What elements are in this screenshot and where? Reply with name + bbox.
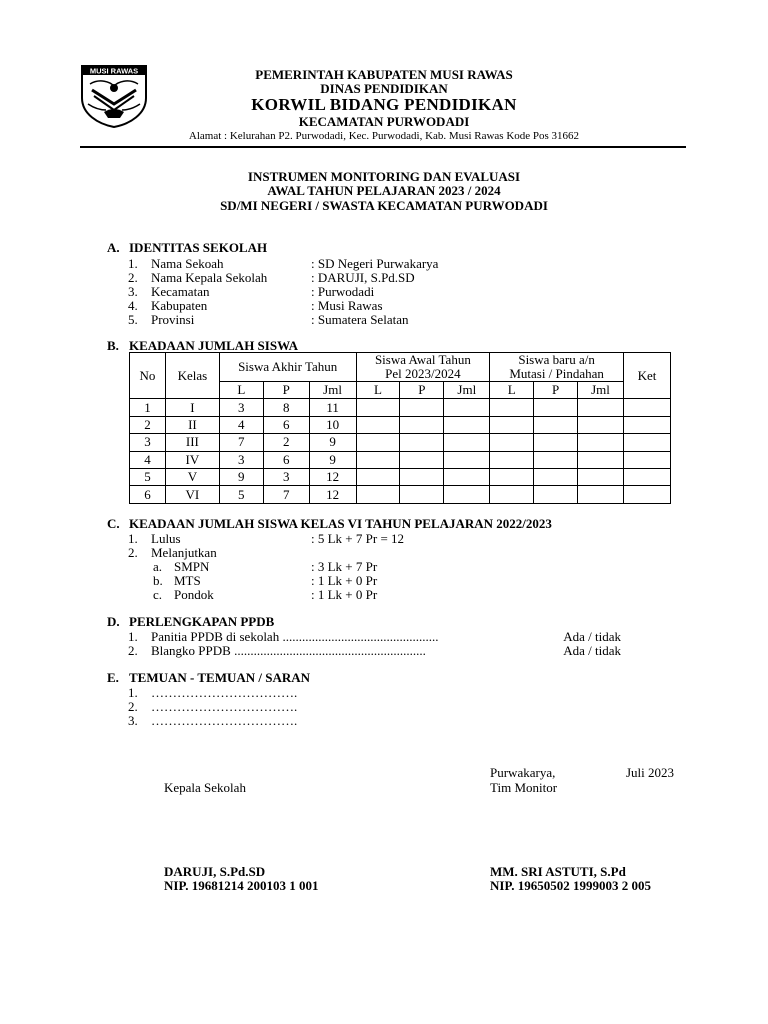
title-line-2: AWAL TAHUN PELAJARAN 2023 / 2024 xyxy=(267,183,501,199)
table-subheader-row: L P Jml L P Jml L P Jml xyxy=(130,382,671,399)
section-heading xyxy=(107,516,552,532)
melanjutkan-row: 2. Melanjutkan xyxy=(128,545,217,560)
table-row: 4 IV 3 6 9 xyxy=(130,451,671,468)
table-row: 6 VI 5 7 12 xyxy=(130,486,671,503)
office-name: KORWIL BIDANG PENDIDIKAN xyxy=(251,95,517,115)
header-siswa-awal-tahun: Siswa Awal Tahun Pel 2023/2024 xyxy=(356,353,490,382)
letterhead-divider xyxy=(80,146,686,148)
district-name: KECAMATAN PURWODADI xyxy=(298,114,470,130)
melanjutkan-sub-row: c. Pondok : 1 Lk + 0 Pr xyxy=(153,587,378,602)
section-title: KEADAAN JUMLAH SISWA xyxy=(129,338,299,353)
section-letter: D. xyxy=(107,614,120,629)
section-temuan-saran xyxy=(107,670,310,728)
left-signer-nip: NIP. 19681214 200103 1 001 xyxy=(164,878,319,893)
table-row: 2 II 4 6 10 xyxy=(130,416,671,433)
identity-row: 4. Kabupaten : Musi Rawas xyxy=(128,298,383,313)
header-no: No xyxy=(130,353,166,399)
section-letter: E. xyxy=(107,670,119,685)
header-ket: Ket xyxy=(623,353,670,399)
office-address: Alamat : Kelurahan P2. Purwodadi, Kec. Purwodadi, Kab. Musi Rawas Kode Pos 31662 xyxy=(188,129,580,142)
lulus-row: 1. Lulus : 5 Lk + 7 Pr = 12 xyxy=(128,531,405,546)
section-letter: C. xyxy=(107,516,120,531)
letterhead xyxy=(80,64,688,146)
title-line-3: SD/MI NEGERI / SWASTA KECAMATAN PURWODADI xyxy=(220,197,548,213)
left-signer-role: Kepala Sekolah xyxy=(164,780,246,795)
ppdb-row: 1. Panitia PPDB di sekolah ................................................ Ada / tidak xyxy=(128,629,621,644)
signature-date: Juli 2023 xyxy=(626,765,675,780)
melanjutkan-sub-row: a. SMPN : 3 Lk + 7 Pr xyxy=(153,559,378,574)
section-title: IDENTITAS SEKOLAH xyxy=(129,240,268,255)
section-heading xyxy=(107,614,621,630)
section-letter: A. xyxy=(107,240,120,255)
identity-row: 1. Nama Sekoah : SD Negeri Purwakarya xyxy=(128,256,439,271)
emblem-label: MUSI RAWAS xyxy=(89,66,139,76)
right-signer-role: Tim Monitor xyxy=(490,780,558,795)
section-kelas-vi xyxy=(107,516,552,602)
temuan-row: 2. ……………………………. xyxy=(128,699,298,714)
ppdb-row: 2. Blangko PPDB ........................................................... Ada / tidak xyxy=(128,643,621,658)
letterhead-text xyxy=(80,68,688,142)
identity-row: 3. Kecamatan : Purwodadi xyxy=(128,284,375,299)
signature-place: Purwakarya, xyxy=(490,765,556,780)
right-signer-nip: NIP. 19650502 1999003 2 005 xyxy=(490,878,651,893)
header-kelas: Kelas xyxy=(165,353,219,399)
section-title: TEMUAN - TEMUAN / SARAN xyxy=(129,670,311,685)
section-heading xyxy=(107,670,310,686)
section-title: KEADAAN JUMLAH SISWA KELAS VI TAHUN PELAJARAN 2022/2023 xyxy=(129,516,552,531)
table-row: 1 I 3 8 11 xyxy=(130,399,671,416)
section-identitas-sekolah xyxy=(107,240,438,327)
section-title: PERLENGKAPAN PPDB xyxy=(129,614,275,629)
left-signer-name: DARUJI, S.Pd.SD xyxy=(164,864,266,879)
section-letter: B. xyxy=(107,338,119,353)
department-name: DINAS PENDIDIKAN xyxy=(320,80,448,96)
right-signer-name: MM. SRI ASTUTI, S.Pd xyxy=(490,864,626,879)
student-count-table xyxy=(129,352,671,504)
header-siswa-baru: Siswa baru a/n Mutasi / Pindahan xyxy=(490,353,624,382)
section-perlengkapan-ppdb xyxy=(107,614,621,658)
temuan-row: 3. ……………………………. xyxy=(128,713,298,728)
table-row: 3 III 7 2 9 xyxy=(130,434,671,451)
melanjutkan-sub-row: b. MTS : 1 Lk + 0 Pr xyxy=(153,573,378,588)
header-siswa-akhir-tahun: Siswa Akhir Tahun xyxy=(219,353,356,382)
title-line-1: INSTRUMEN MONITORING DAN EVALUASI xyxy=(247,169,521,184)
table-header-row xyxy=(130,353,671,382)
table-row: 5 V 9 3 12 xyxy=(130,468,671,485)
temuan-row: 1. ……………………………. xyxy=(128,685,298,700)
identity-row: 2. Nama Kepala Sekolah : DARUJI, S.Pd.SD xyxy=(128,270,415,285)
identity-row: 5. Provinsi : Sumatera Selatan xyxy=(128,312,409,327)
government-name: PEMERINTAH KABUPATEN MUSI RAWAS xyxy=(255,67,513,82)
document-title xyxy=(80,170,688,213)
section-heading xyxy=(107,240,438,256)
